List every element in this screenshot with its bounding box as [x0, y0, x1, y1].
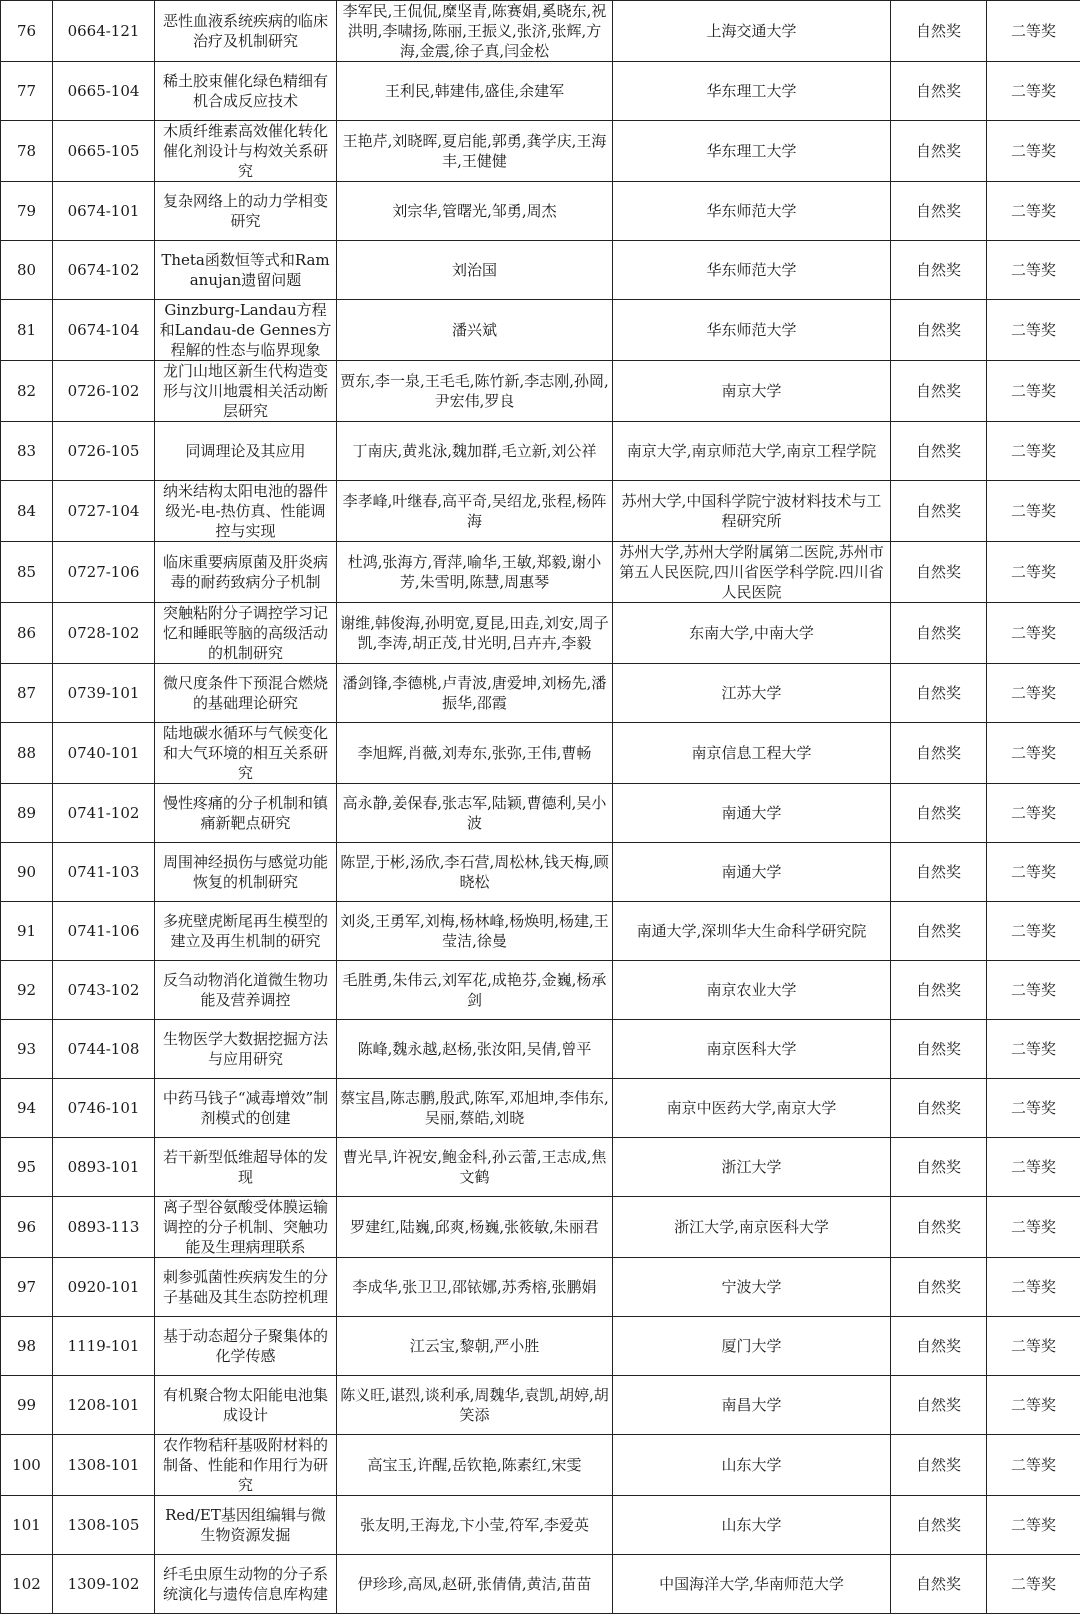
- institution: 苏州大学,中国科学院宁波材料技术与工程研究所: [613, 481, 891, 542]
- row-number: 95: [1, 1138, 53, 1197]
- award-category: 自然奖: [891, 1079, 987, 1138]
- award-grade: 二等奖: [987, 1376, 1080, 1435]
- award-category: 自然奖: [891, 1317, 987, 1376]
- award-grade: 二等奖: [987, 361, 1080, 422]
- award-category: 自然奖: [891, 542, 987, 603]
- project-code: 0727-104: [53, 481, 155, 542]
- institution: 东南大学,中南大学: [613, 603, 891, 664]
- institution: 华东理工大学: [613, 121, 891, 182]
- award-category: 自然奖: [891, 481, 987, 542]
- project-code: 0726-102: [53, 361, 155, 422]
- project-members: 高宝玉,许醒,岳钦艳,陈素红,宋雯: [337, 1435, 613, 1496]
- institution: 华东师范大学: [613, 300, 891, 361]
- table-row: [1, 902, 1080, 961]
- award-grade: 二等奖: [987, 62, 1080, 121]
- table-row: [1, 300, 1080, 361]
- institution: 南通大学: [613, 843, 891, 902]
- project-members: 王利民,韩建伟,盛佳,余建军: [337, 62, 613, 121]
- project-title: 陆地碳水循环与气候变化和大气环境的相互关系研究: [155, 723, 337, 784]
- award-grade: 二等奖: [987, 241, 1080, 300]
- project-code: 1308-105: [53, 1496, 155, 1555]
- project-members: 高永静,姜保春,张志军,陆颖,曹德利,吴小波: [337, 784, 613, 843]
- project-members: 李孝峰,叶继春,高平奇,吴绍龙,张程,杨阵海: [337, 481, 613, 542]
- awards-table-body: [1, 1, 1080, 1614]
- project-code: 0920-101: [53, 1258, 155, 1317]
- award-grade: 二等奖: [987, 542, 1080, 603]
- project-title: 若干新型低维超导体的发现: [155, 1138, 337, 1197]
- award-grade: 二等奖: [987, 902, 1080, 961]
- project-code: 0674-104: [53, 300, 155, 361]
- award-category: 自然奖: [891, 1138, 987, 1197]
- project-members: 李成华,张卫卫,邵铱娜,苏秀榕,张鹏娟: [337, 1258, 613, 1317]
- award-category: 自然奖: [891, 300, 987, 361]
- award-category: 自然奖: [891, 1, 987, 62]
- row-number: 77: [1, 62, 53, 121]
- award-grade: 二等奖: [987, 784, 1080, 843]
- row-number: 93: [1, 1020, 53, 1079]
- project-title: 中药马钱子“减毒增效”制剂模式的创建: [155, 1079, 337, 1138]
- award-category: 自然奖: [891, 1197, 987, 1258]
- project-code: 0740-101: [53, 723, 155, 784]
- award-category: 自然奖: [891, 603, 987, 664]
- table-row: [1, 1020, 1080, 1079]
- row-number: 82: [1, 361, 53, 422]
- table-row: [1, 1258, 1080, 1317]
- award-grade: 二等奖: [987, 422, 1080, 481]
- project-title: 复杂网络上的动力学相变研究: [155, 182, 337, 241]
- institution: 南京大学,南京师范大学,南京工程学院: [613, 422, 891, 481]
- project-code: 0664-121: [53, 1, 155, 62]
- project-members: 刘治国: [337, 241, 613, 300]
- row-number: 81: [1, 300, 53, 361]
- award-grade: 二等奖: [987, 1079, 1080, 1138]
- project-members: 伊珍珍,高凤,赵研,张倩倩,黄洁,苗苗: [337, 1555, 613, 1614]
- project-members: 陈峰,魏永越,赵杨,张汝阳,吴倩,曾平: [337, 1020, 613, 1079]
- row-number: 84: [1, 481, 53, 542]
- award-category: 自然奖: [891, 1376, 987, 1435]
- award-grade: 二等奖: [987, 1317, 1080, 1376]
- award-grade: 二等奖: [987, 1, 1080, 62]
- institution: 南通大学: [613, 784, 891, 843]
- award-category: 自然奖: [891, 1258, 987, 1317]
- project-members: 曹光旱,许祝安,鲍金科,孙云蕾,王志成,焦文鹤: [337, 1138, 613, 1197]
- row-number: 79: [1, 182, 53, 241]
- institution: 南通大学,深圳华大生命科学研究院: [613, 902, 891, 961]
- project-title: 生物医学大数据挖掘方法与应用研究: [155, 1020, 337, 1079]
- row-number: 88: [1, 723, 53, 784]
- award-category: 自然奖: [891, 723, 987, 784]
- institution: 南京中医药大学,南京大学: [613, 1079, 891, 1138]
- award-category: 自然奖: [891, 784, 987, 843]
- award-category: 自然奖: [891, 62, 987, 121]
- project-members: 张友明,王海龙,卞小莹,符军,李爱英: [337, 1496, 613, 1555]
- table-row: [1, 241, 1080, 300]
- award-grade: 二等奖: [987, 481, 1080, 542]
- award-grade: 二等奖: [987, 182, 1080, 241]
- project-members: 杜鸿,张海方,胥萍,喻华,王敏,郑毅,谢小芳,朱雪明,陈慧,周惠琴: [337, 542, 613, 603]
- award-grade: 二等奖: [987, 1197, 1080, 1258]
- table-row: [1, 1197, 1080, 1258]
- award-category: 自然奖: [891, 121, 987, 182]
- project-code: 0893-113: [53, 1197, 155, 1258]
- institution: 山东大学: [613, 1435, 891, 1496]
- project-code: 0728-102: [53, 603, 155, 664]
- project-code: 0743-102: [53, 961, 155, 1020]
- institution: 华东师范大学: [613, 182, 891, 241]
- project-members: 蔡宝昌,陈志鹏,殷武,陈军,邓旭坤,李伟东,吴丽,蔡皓,刘晓: [337, 1079, 613, 1138]
- row-number: 78: [1, 121, 53, 182]
- project-title: Red/ET基因组编辑与微生物资源发掘: [155, 1496, 337, 1555]
- row-number: 92: [1, 961, 53, 1020]
- table-row: [1, 1138, 1080, 1197]
- award-category: 自然奖: [891, 1555, 987, 1614]
- project-code: 0746-101: [53, 1079, 155, 1138]
- row-number: 94: [1, 1079, 53, 1138]
- institution: 江苏大学: [613, 664, 891, 723]
- table-row: [1, 1376, 1080, 1435]
- institution: 中国海洋大学,华南师范大学: [613, 1555, 891, 1614]
- award-category: 自然奖: [891, 961, 987, 1020]
- project-members: 李旭辉,肖薇,刘寿东,张弥,王伟,曹畅: [337, 723, 613, 784]
- award-grade: 二等奖: [987, 1258, 1080, 1317]
- project-members: 李军民,王侃侃,糜坚青,陈赛娟,奚晓东,祝洪明,李啸扬,陈丽,王振义,张济,张辉,方海,金震,徐子真,闫金松: [337, 1, 613, 62]
- project-title: 刺参弧菌性疾病发生的分子基础及其生态防控机理: [155, 1258, 337, 1317]
- award-category: 自然奖: [891, 902, 987, 961]
- table-row: [1, 481, 1080, 542]
- table-row: [1, 1555, 1080, 1614]
- award-grade: 二等奖: [987, 664, 1080, 723]
- table-row: [1, 1496, 1080, 1555]
- award-grade: 二等奖: [987, 300, 1080, 361]
- project-members: 谢维,韩俊海,孙明宽,夏昆,田垚,刘安,周子凯,李涛,胡正茂,甘光明,吕卉卉,李毅: [337, 603, 613, 664]
- project-members: 潘兴斌: [337, 300, 613, 361]
- project-title: 微尺度条件下预混合燃烧的基础理论研究: [155, 664, 337, 723]
- project-title: 同调理论及其应用: [155, 422, 337, 481]
- table-row: [1, 361, 1080, 422]
- table-row: [1, 664, 1080, 723]
- row-number: 87: [1, 664, 53, 723]
- project-code: 0741-102: [53, 784, 155, 843]
- project-code: 0744-108: [53, 1020, 155, 1079]
- institution: 山东大学: [613, 1496, 891, 1555]
- project-title: Ginzburg-Landau方程和Landau-de Gennes方程解的性态与临界现象: [155, 300, 337, 361]
- award-category: 自然奖: [891, 664, 987, 723]
- project-code: 0674-101: [53, 182, 155, 241]
- institution: 华东师范大学: [613, 241, 891, 300]
- award-category: 自然奖: [891, 1020, 987, 1079]
- project-code: 0893-101: [53, 1138, 155, 1197]
- project-code: 0674-102: [53, 241, 155, 300]
- table-row: [1, 121, 1080, 182]
- institution: 南京信息工程大学: [613, 723, 891, 784]
- project-code: 0726-105: [53, 422, 155, 481]
- project-title: 突触粘附分子调控学习记忆和睡眠等脑的高级活动的机制研究: [155, 603, 337, 664]
- institution: 南昌大学: [613, 1376, 891, 1435]
- table-row: [1, 1435, 1080, 1496]
- row-number: 91: [1, 902, 53, 961]
- project-title: Theta函数恒等式和Ramanujan遗留问题: [155, 241, 337, 300]
- project-title: 农作物秸秆基吸附材料的制备、性能和作用行为研究: [155, 1435, 337, 1496]
- table-row: [1, 723, 1080, 784]
- project-title: 纳米结构太阳电池的器件级光-电-热仿真、性能调控与实现: [155, 481, 337, 542]
- project-title: 反刍动物消化道微生物功能及营养调控: [155, 961, 337, 1020]
- row-number: 101: [1, 1496, 53, 1555]
- project-title: 周围神经损伤与感觉功能恢复的机制研究: [155, 843, 337, 902]
- award-category: 自然奖: [891, 241, 987, 300]
- award-grade: 二等奖: [987, 723, 1080, 784]
- award-grade: 二等奖: [987, 121, 1080, 182]
- award-grade: 二等奖: [987, 1138, 1080, 1197]
- institution: 宁波大学: [613, 1258, 891, 1317]
- row-number: 96: [1, 1197, 53, 1258]
- table-row: [1, 62, 1080, 121]
- institution: 南京大学: [613, 361, 891, 422]
- project-members: 陈罡,于彬,汤欣,李石营,周松林,钱天梅,顾晓松: [337, 843, 613, 902]
- project-code: 0741-106: [53, 902, 155, 961]
- project-title: 纤毛虫原生动物的分子系统演化与遗传信息库构建: [155, 1555, 337, 1614]
- table-row: [1, 422, 1080, 481]
- table-row: [1, 182, 1080, 241]
- project-code: 1119-101: [53, 1317, 155, 1376]
- institution: 苏州大学,苏州大学附属第二医院,苏州市第五人民医院,四川省医学科学院.四川省人民医院: [613, 542, 891, 603]
- project-members: 刘炎,王勇军,刘梅,杨林峰,杨焕明,杨建,王莹洁,徐曼: [337, 902, 613, 961]
- project-code: 1309-102: [53, 1555, 155, 1614]
- row-number: 97: [1, 1258, 53, 1317]
- award-grade: 二等奖: [987, 961, 1080, 1020]
- project-members: 江云宝,黎朝,严小胜: [337, 1317, 613, 1376]
- project-code: 1208-101: [53, 1376, 155, 1435]
- award-category: 自然奖: [891, 1496, 987, 1555]
- project-title: 临床重要病原菌及肝炎病毒的耐药致病分子机制: [155, 542, 337, 603]
- award-grade: 二等奖: [987, 1555, 1080, 1614]
- institution: 南京农业大学: [613, 961, 891, 1020]
- row-number: 80: [1, 241, 53, 300]
- project-members: 罗建红,陆巍,邱爽,杨巍,张筱敏,朱丽君: [337, 1197, 613, 1258]
- award-grade: 二等奖: [987, 1020, 1080, 1079]
- institution: 上海交通大学: [613, 1, 891, 62]
- award-grade: 二等奖: [987, 1496, 1080, 1555]
- project-code: 0727-106: [53, 542, 155, 603]
- project-members: 潘剑锋,李德桃,卢青波,唐爱坤,刘杨先,潘振华,邵霞: [337, 664, 613, 723]
- row-number: 99: [1, 1376, 53, 1435]
- institution: 浙江大学: [613, 1138, 891, 1197]
- award-category: 自然奖: [891, 182, 987, 241]
- row-number: 86: [1, 603, 53, 664]
- row-number: 98: [1, 1317, 53, 1376]
- project-title: 离子型谷氨酸受体膜运输调控的分子机制、突触功能及生理病理联系: [155, 1197, 337, 1258]
- project-title: 有机聚合物太阳能电池集成设计: [155, 1376, 337, 1435]
- project-title: 木质纤维素高效催化转化催化剂设计与构效关系研究: [155, 121, 337, 182]
- project-title: 基于动态超分子聚集体的化学传感: [155, 1317, 337, 1376]
- project-code: 0665-105: [53, 121, 155, 182]
- project-title: 恶性血液系统疾病的临床治疗及机制研究: [155, 1, 337, 62]
- project-members: 王艳芹,刘晓晖,夏启能,郭勇,龚学庆,王海丰,王健健: [337, 121, 613, 182]
- table-row: [1, 542, 1080, 603]
- row-number: 89: [1, 784, 53, 843]
- institution: 厦门大学: [613, 1317, 891, 1376]
- award-category: 自然奖: [891, 422, 987, 481]
- award-category: 自然奖: [891, 361, 987, 422]
- institution: 南京医科大学: [613, 1020, 891, 1079]
- institution: 浙江大学,南京医科大学: [613, 1197, 891, 1258]
- table-row: [1, 843, 1080, 902]
- table-row: [1, 784, 1080, 843]
- award-grade: 二等奖: [987, 603, 1080, 664]
- project-code: 0741-103: [53, 843, 155, 902]
- institution: 华东理工大学: [613, 62, 891, 121]
- table-row: [1, 1079, 1080, 1138]
- project-title: 慢性疼痛的分子机制和镇痛新靶点研究: [155, 784, 337, 843]
- award-grade: 二等奖: [987, 843, 1080, 902]
- project-title: 多疣壁虎断尾再生模型的建立及再生机制的研究: [155, 902, 337, 961]
- table-row: [1, 1317, 1080, 1376]
- award-category: 自然奖: [891, 1435, 987, 1496]
- table-row: [1, 961, 1080, 1020]
- row-number: 102: [1, 1555, 53, 1614]
- table-row: [1, 603, 1080, 664]
- project-code: 0665-104: [53, 62, 155, 121]
- project-members: 刘宗华,管曙光,邹勇,周杰: [337, 182, 613, 241]
- row-number: 83: [1, 422, 53, 481]
- project-code: 1308-101: [53, 1435, 155, 1496]
- project-title: 龙门山地区新生代构造变形与汶川地震相关活动断层研究: [155, 361, 337, 422]
- project-code: 0739-101: [53, 664, 155, 723]
- row-number: 90: [1, 843, 53, 902]
- project-title: 稀土胶束催化绿色精细有机合成反应技术: [155, 62, 337, 121]
- project-members: 贾东,李一泉,王毛毛,陈竹新,李志刚,孙岡,尹宏伟,罗良: [337, 361, 613, 422]
- row-number: 85: [1, 542, 53, 603]
- project-members: 陈义旺,谌烈,谈利承,周魏华,袁凯,胡婷,胡笑添: [337, 1376, 613, 1435]
- row-number: 100: [1, 1435, 53, 1496]
- table-row: [1, 1, 1080, 62]
- project-members: 毛胜勇,朱伟云,刘军花,成艳芬,金巍,杨承剑: [337, 961, 613, 1020]
- award-grade: 二等奖: [987, 1435, 1080, 1496]
- row-number: 76: [1, 1, 53, 62]
- award-category: 自然奖: [891, 843, 987, 902]
- project-members: 丁南庆,黄兆泳,魏加群,毛立新,刘公祥: [337, 422, 613, 481]
